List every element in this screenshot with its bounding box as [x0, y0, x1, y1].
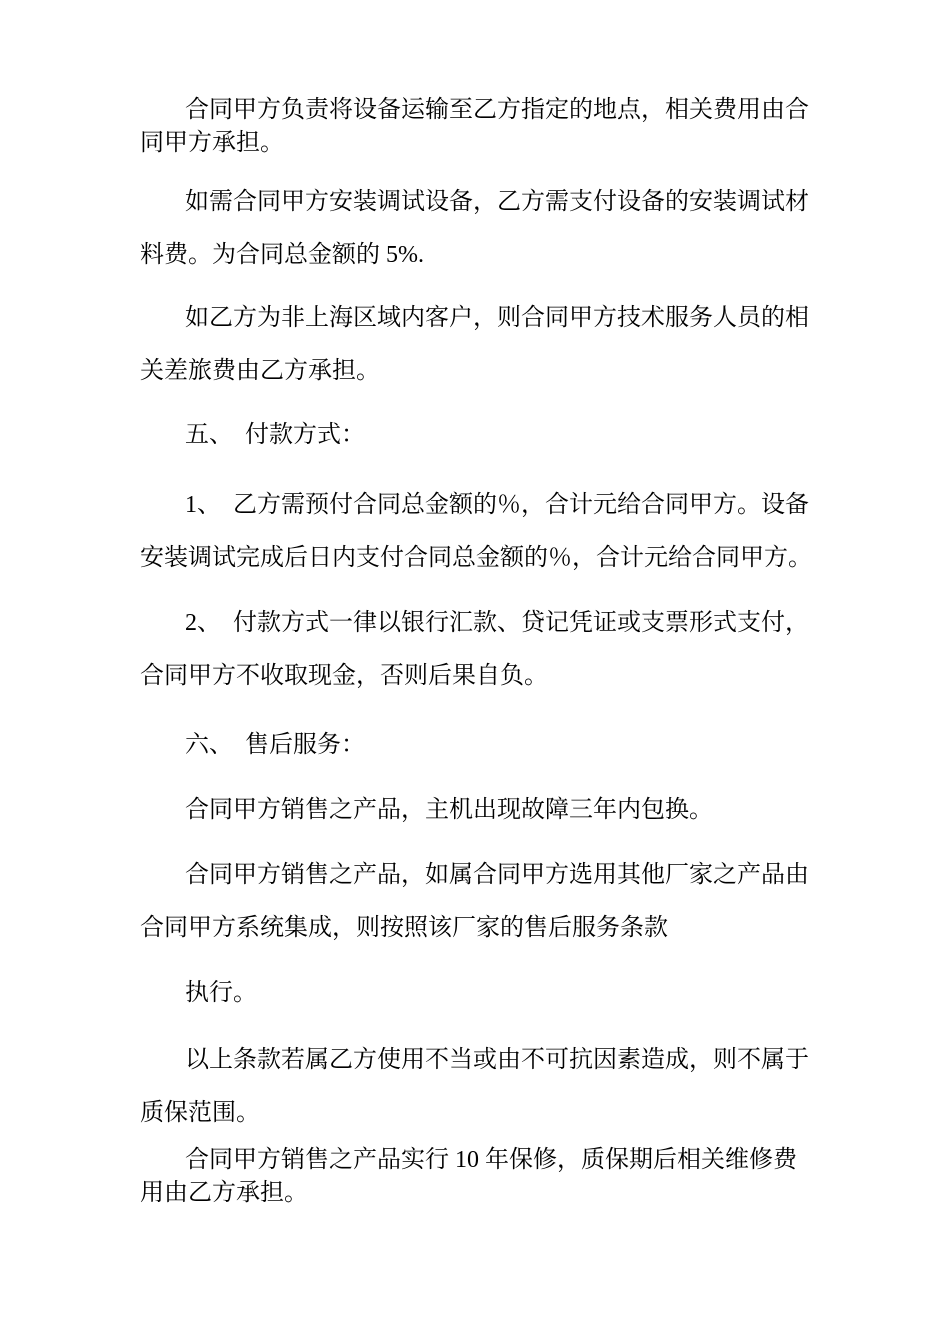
- contract-paragraph-prepayment: 1、 乙方需预付合同总金额的％，合计元给合同甲方。设备安装调试完成后日内支付合同总金额的％，合计元给合同甲方。: [140, 492, 812, 571]
- section-heading-payment: 五、 付款方式：: [185, 422, 365, 448]
- contract-paragraph-host-warranty: 合同甲方销售之产品，主机出现故障三年内包换。: [185, 797, 713, 823]
- contract-paragraph-execute: 执行。: [185, 980, 257, 1006]
- contract-paragraph-ten-year: 合同甲方销售之产品实行 10 年保修，质保期后相关维修费 用由乙方承担。: [140, 1147, 797, 1206]
- contract-paragraph-third-party: 合同甲方销售之产品，如属合同甲方选用其他厂家之产品由合同甲方系统集成，则按照该厂家的售后服务条款: [140, 862, 809, 941]
- section-heading-after-sales: 六、 售后服务：: [185, 732, 365, 758]
- contract-paragraph-exclusions: 以上条款若属乙方使用不当或由不可抗因素造成，则不属于质保范围。: [140, 1047, 809, 1126]
- contract-paragraph-delivery: 合同甲方负责将设备运输至乙方指定的地点，相关费用由合同甲方承担。: [140, 97, 809, 156]
- contract-paragraph-payment-form: 2、 付款方式一律以银行汇款、贷记凭证或支票形式支付，合同甲方不收取现金，否则后果自负。: [140, 610, 809, 689]
- contract-paragraph-travel-fee: 如乙方为非上海区域内客户，则合同甲方技术服务人员的相关差旅费由乙方承担。: [140, 305, 809, 384]
- contract-paragraph-installation: 如需合同甲方安装调试设备，乙方需支付设备的安装调试材料费。为合同总金额的 5%.: [140, 189, 809, 268]
